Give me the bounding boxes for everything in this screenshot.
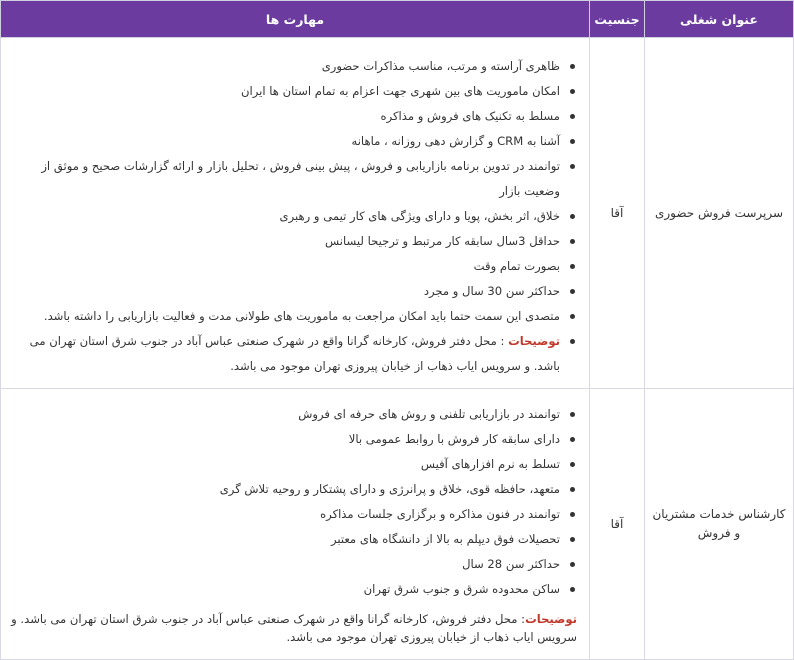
job-gender: آقا — [590, 389, 645, 660]
list-item: حداکثر سن 28 سال — [9, 552, 577, 577]
note — [9, 610, 577, 646]
table-row — [1, 38, 794, 389]
list-item: آشنا به CRM و گزارش دهی روزانه ، ماهانه — [9, 129, 577, 154]
list-item: حداقل 3سال سابقه کار مرتبط و ترجیحا لیسانس — [9, 229, 577, 254]
skills-cell — [1, 38, 590, 389]
header-job-title: عنوان شغلی — [645, 1, 794, 38]
header-skills: مهارت ها — [1, 1, 590, 38]
list-item: حداکثر سن 30 سال و مجرد — [9, 279, 577, 304]
list-item: متعهد، حافظه قوی، خلاق و پرانرژی و دارای پشتکار و روحیه تلاش گری — [9, 477, 577, 502]
note-label: توضیحات — [508, 333, 560, 348]
list-item: ظاهری آراسته و مرتب، مناسب مذاکرات حضوری — [9, 54, 577, 79]
job-gender: آقا — [590, 38, 645, 389]
list-item: مسلط به تکنیک های فروش و مذاکره — [9, 104, 577, 129]
note-text: : محل دفتر فروش، کارخانه گرانا واقع در شهرک صنعتی عباس آباد در جنوب شرق استان تهران می باشد. و سرویس ایاب ذهاب از خیابان پیروزی تهران موجود می باشد. — [11, 612, 577, 644]
list-item: تحصیلات فوق دیپلم به بالا از دانشگاه های معتبر — [9, 527, 577, 552]
header-gender: جنسیت — [590, 1, 645, 38]
list-item: توانمند در فنون مذاکره و برگزاری جلسات مذاکره — [9, 502, 577, 527]
job-title: کارشناس خدمات مشتریان و فروش — [645, 389, 794, 660]
list-item: تسلط به نرم افزارهای آفیس — [9, 452, 577, 477]
list-item: متصدی این سمت حتما باید امکان مراجعت به ماموریت های طولانی مدت و فعالیت بازاریابی را داشته باشد. — [9, 304, 577, 329]
list-item-note — [9, 329, 577, 379]
table-row — [1, 389, 794, 660]
header-row — [1, 1, 794, 38]
skills-list — [9, 402, 577, 602]
list-item: دارای سابقه کار فروش با روابط عمومی بالا — [9, 427, 577, 452]
note-text: : محل دفتر فروش، کارخانه گرانا واقع در شهرک صنعتی عباس آباد در جنوب شرق استان تهران می باشد. و سرویس ایاب ذهاب از خیابان پیروزی تهران موجود می باشد. — [29, 333, 560, 373]
job-title: سرپرست فروش حضوری — [645, 38, 794, 389]
list-item: ساکن محدوده شرق و جنوب شرق تهران — [9, 577, 577, 602]
note-label: توضیحات — [525, 612, 577, 626]
skills-list — [9, 54, 577, 379]
list-item: توانمند در تدوین برنامه بازاریابی و فروش ، پیش بینی فروش ، تحلیل بازار و ارائه گزارشات صحیح و موثق از وضعیت بازار — [9, 154, 577, 204]
list-item: خلاق، اثر بخش، پویا و دارای ویژگی های کار تیمی و رهبری — [9, 204, 577, 229]
skills-cell — [1, 389, 590, 660]
list-item: امکان ماموریت های بین شهری جهت اعزام به تمام استان ها ایران — [9, 79, 577, 104]
list-item: بصورت تمام وقت — [9, 254, 577, 279]
list-item: توانمند در بازاریابی تلفنی و روش های حرفه ای فروش — [9, 402, 577, 427]
